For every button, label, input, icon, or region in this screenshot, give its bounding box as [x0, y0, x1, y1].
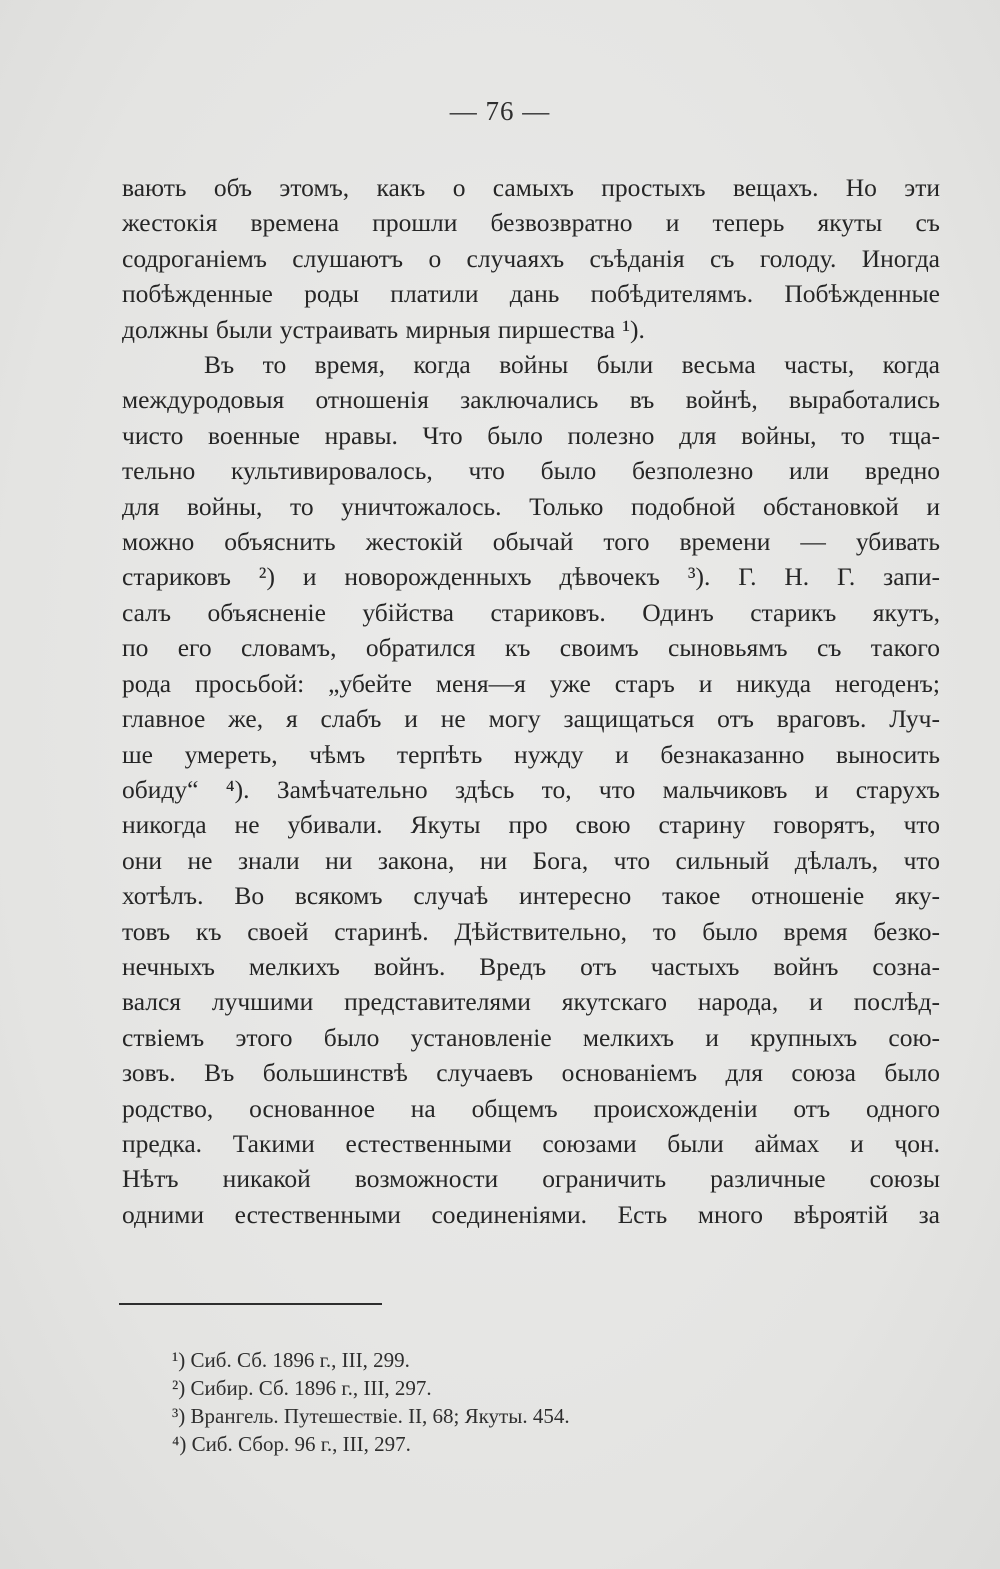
text-line: междуродовыя отношенія заключались въ войнѣ, выработались: [122, 385, 940, 415]
text-line: жестокія времена прошли безвозвратно и теперь якуты съ: [122, 208, 940, 238]
text-line: товъ къ своей старинѣ. Дѣйствительно, то было время безко-: [122, 916, 940, 946]
page-number: — 76 —: [449, 96, 551, 126]
text-line: тельно культивировалось, что было безполезно или вредно: [122, 456, 940, 486]
text-line: обиду“ ⁴). Замѣчательно здѣсь то, что мальчиковъ и старухъ: [122, 774, 940, 804]
text-line: родство, основанное на общемъ происхожденіи отъ одного: [122, 1093, 940, 1123]
text-line: нечныхъ мелкихъ войнъ. Вредъ отъ частыхъ войнъ созна-: [122, 951, 940, 981]
text-line: одними естественными соединеніями. Есть много вѣроятій за: [122, 1199, 940, 1229]
body-text: [122, 170, 940, 1232]
text-line: они не знали ни закона, ни Бога, что сильный дѣлалъ, что: [122, 845, 940, 875]
text-line: Нѣтъ никакой возможности ограничить различные союзы: [122, 1164, 940, 1194]
text-line: стариковъ ²) и новорожденныхъ дѣвочекъ ³). Г. Н. Г. запи-: [122, 562, 940, 592]
footnotes: [172, 1346, 872, 1458]
footnote-4: ⁴) Сиб. Сбор. 96 г., III, 297.: [172, 1432, 411, 1456]
footnote-divider: [119, 1303, 382, 1305]
text-line: для войны, то уничтожалось. Только подобной обстановкой и: [122, 491, 940, 521]
text-line: ствіемъ этого было установленіе мелкихъ и крупныхъ сою-: [122, 1022, 940, 1052]
text-line: никогда не убивали. Якуты про свою старину говорятъ, что: [122, 810, 940, 840]
footnote-1: ¹) Сиб. Сб. 1896 г., III, 299.: [172, 1348, 410, 1372]
text-line: можно объяснить жестокій обычай того времени — убивать: [122, 527, 940, 557]
text-line: предка. Такими естественными союзами были аймах и ҷон.: [122, 1128, 940, 1158]
text-line: зовъ. Въ большинствѣ случаевъ основаніемъ для союза было: [122, 1058, 940, 1088]
text-line: рода просьбой: „убейте меня—я уже старъ и никуда негоденъ;: [122, 668, 940, 698]
text-line: ше умереть, чѣмъ терпѣть нужду и безнаказанно выносить: [122, 739, 940, 769]
text-line: хотѣлъ. Во всякомъ случаѣ интересно такое отношеніе яку-: [122, 881, 940, 911]
text-line: главное же, я слабъ и не могу защищаться отъ враговъ. Луч-: [122, 704, 940, 734]
footnote-3: ³) Врангель. Путешествіе. II, 68; Якуты. 454.: [172, 1404, 570, 1428]
text-line: по его словамъ, обратился къ своимъ сыновьямъ съ такого: [122, 633, 940, 663]
text-line: вался лучшими представителями якутскаго народа, и послѣд-: [122, 987, 940, 1017]
text-line: салъ объясненіе убійства стариковъ. Одинъ старикъ якутъ,: [122, 597, 940, 627]
footnote-2: ²) Сибир. Сб. 1896 г., III, 297.: [172, 1376, 432, 1400]
text-line: вають объ этомъ, какъ о самыхъ простыхъ вещахъ. Но эти: [122, 173, 940, 202]
text-line: Въ то время, когда войны были весьма часты, когда: [204, 350, 940, 380]
text-line: должны были устраивать мирныя пиршества ¹).: [122, 314, 645, 344]
text-line: содроганіемъ слушаютъ о случаяхъ съѣданія съ голоду. Иногда: [122, 243, 940, 273]
text-line: чисто военные нравы. Что было полезно для войны, то тща-: [122, 420, 940, 450]
text-line: побѣжденные роды платили дань побѣдителямъ. Побѣжденные: [122, 279, 940, 309]
